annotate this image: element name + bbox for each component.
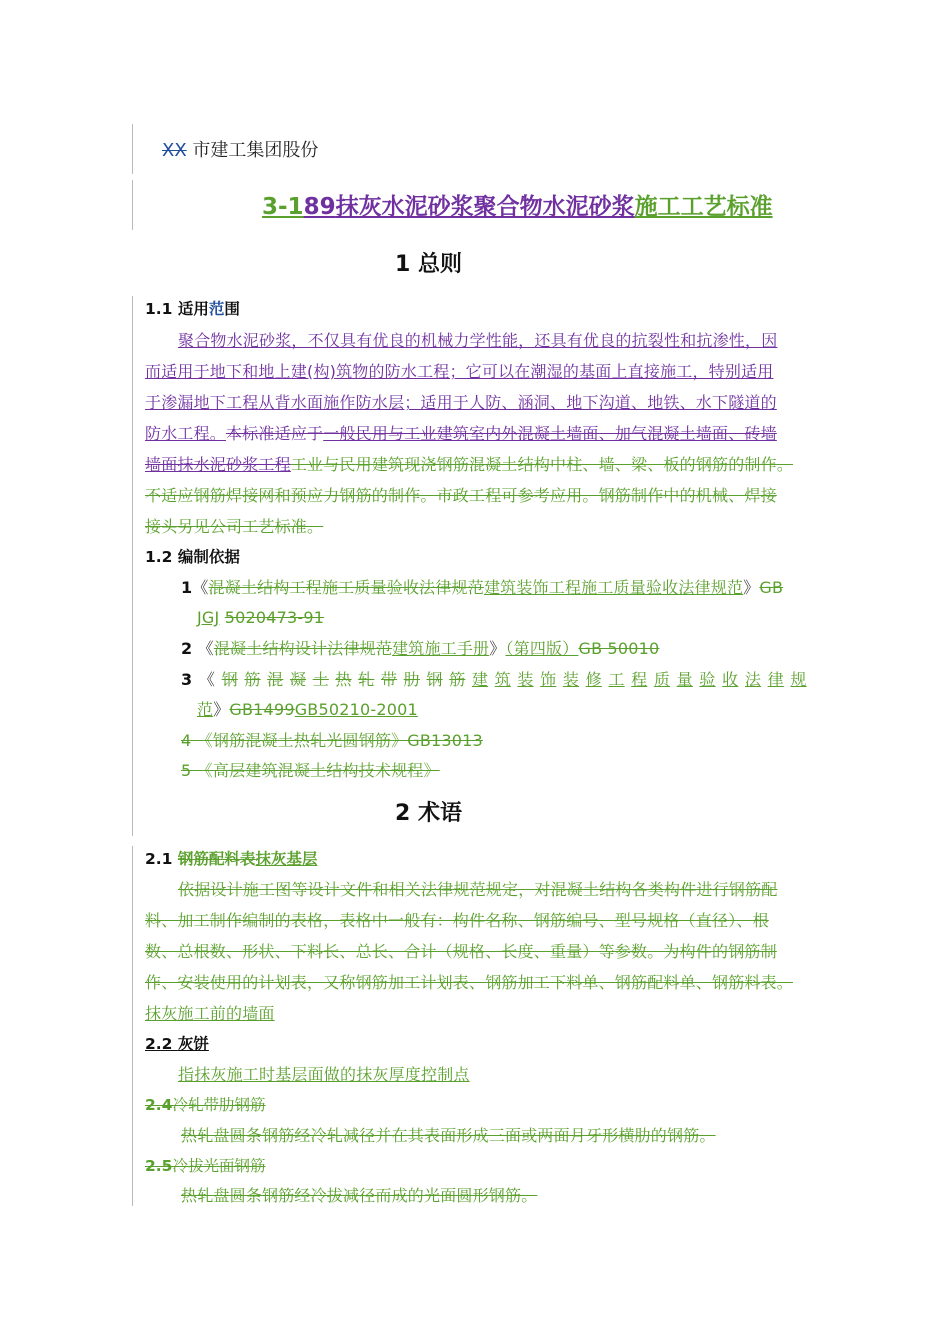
paragraph-line: 接头另见公司工艺标准。 bbox=[145, 517, 324, 536]
paragraph-line bbox=[145, 424, 777, 444]
paragraph-line: 不适应钢筋焊接网和预应力钢筋的制作。市政工程可参考应用。钢筋制作中的机械、焊接 bbox=[145, 486, 777, 505]
subsection-2-5 bbox=[145, 1156, 265, 1176]
deleted-char: 肋 bbox=[403, 670, 420, 689]
subsection-1-2: 1.2 编制依据 bbox=[145, 548, 240, 566]
reference-item-3 bbox=[181, 670, 807, 690]
reference-item-2 bbox=[181, 639, 659, 659]
subsection-label: 灰饼 bbox=[177, 1035, 209, 1053]
ref-number: 1 bbox=[181, 578, 193, 597]
revision-bar bbox=[132, 786, 133, 836]
term-definition: 热轧盘圆条钢筋经冷拔减径而成的光面圆形钢筋。 bbox=[181, 1186, 538, 1205]
revision-bar bbox=[132, 180, 133, 230]
term-definition: 热轧盘圆条钢筋经冷轧减径并在其表面形成三面或两面月牙形横肋的钢筋。 bbox=[181, 1126, 716, 1145]
ref-open: 《 bbox=[197, 639, 214, 658]
subsection-label: 冷拔光面钢筋 bbox=[172, 1157, 266, 1175]
inserted-char: 程 bbox=[631, 670, 648, 689]
inserted-char: 验 bbox=[699, 670, 716, 689]
inserted-text: 抹灰基层 bbox=[255, 850, 318, 868]
inserted-char: 律 bbox=[767, 670, 784, 689]
inserted-char: 建 bbox=[471, 670, 489, 689]
document-title bbox=[262, 192, 773, 222]
inserted-char: 量 bbox=[676, 670, 693, 689]
inserted-text: （第四版） bbox=[505, 639, 579, 658]
subsection-2-1 bbox=[145, 849, 317, 869]
inserted-char: 饰 bbox=[540, 670, 557, 689]
deleted-char: 热 bbox=[335, 670, 352, 689]
inserted-char: 质 bbox=[653, 670, 671, 689]
deleted-text: 混凝土结构工程施工质量验收法律规范 bbox=[208, 578, 484, 597]
subsection-1-1-inserted: 范 bbox=[208, 300, 225, 318]
deleted-char: 混 bbox=[267, 670, 284, 689]
ref-close: 》 bbox=[489, 639, 506, 658]
subsection-number: 2.4 bbox=[145, 1096, 173, 1114]
inserted-char: 装 bbox=[517, 670, 534, 689]
deleted-char: 钢 bbox=[426, 670, 443, 689]
deleted-char: 轧 bbox=[358, 670, 375, 689]
deleted-text: 钢筋配料表 bbox=[177, 850, 256, 868]
company-name: 市建工集团股份 bbox=[192, 140, 319, 161]
deleted-text: 5020473-91 bbox=[224, 608, 325, 627]
title-suffix: 施工工艺标准 bbox=[634, 194, 773, 220]
section-heading-2: 2 术语 bbox=[395, 801, 462, 826]
inserted-deleted-text: 一般民用与工业建筑室内外混凝土墙面、加气混凝土墙面、砖墙 bbox=[323, 424, 777, 443]
inserted-char: 工 bbox=[608, 670, 625, 689]
paragraph-line: 而适用于地下和地上建(构)筑物的防水工程；它可以在潮湿的基面上直接施工，特别适用 bbox=[145, 362, 774, 381]
subsection-1-1 bbox=[145, 299, 240, 319]
subsection-number: 2.1 bbox=[145, 850, 173, 868]
reference-item-5: 5 《高层建筑混凝土结构技术规程》 bbox=[181, 761, 440, 780]
ref-open: 《 bbox=[192, 578, 209, 597]
deleted-char: 土 bbox=[312, 670, 329, 689]
paragraph-line: 聚合物水泥砂浆，不仅具有优良的机械力学性能，还具有优良的抗裂性和抗渗性，因 bbox=[178, 331, 778, 350]
reference-item-1 bbox=[181, 578, 783, 598]
inserted-deleted-text: 墙面抹水泥砂浆工程 bbox=[145, 455, 291, 474]
subsection-1-1-end: 围 bbox=[224, 300, 240, 318]
inserted-char: 法 bbox=[744, 670, 762, 689]
title-number-a: 3-1 bbox=[262, 194, 304, 220]
subsection-1-1-label: 1.1 适用 bbox=[145, 300, 209, 318]
paragraph-line: 作、安装使用的计划表，又称钢筋加工计划表、钢筋加工下料单、钢筋配料单、钢筋料表。 bbox=[145, 973, 794, 992]
section-heading-1: 1 总则 bbox=[395, 252, 462, 277]
deleted-text: 混凝土结构设计法律规范 bbox=[213, 639, 393, 658]
paragraph-line: 数、总根数、形状、下料长、总长、合计（规格、长度、重量）等参数。为构件的钢筋制 bbox=[145, 942, 777, 961]
ref-close: 》 bbox=[213, 700, 230, 719]
subsection-number: 2.2 bbox=[145, 1035, 173, 1053]
reference-item-1-cont bbox=[197, 608, 324, 628]
inserted-text: 范 bbox=[197, 700, 214, 719]
inserted-char: 规 bbox=[790, 670, 807, 689]
reference-item-3-cont bbox=[197, 700, 418, 720]
subsection-label: 冷轧带肋钢筋 bbox=[172, 1096, 266, 1114]
deleted-text: 工业与民用建筑现浇钢筋混凝土结构中柱、墙、梁、板的钢筋的制作。 bbox=[290, 455, 794, 474]
paragraph-line: 依据设计施工图等设计文件和相关法律规范规定，对混凝土结构各类构件进行钢筋配 bbox=[178, 880, 778, 899]
title-number-b: 89 bbox=[303, 194, 336, 220]
paragraph-line bbox=[145, 455, 793, 475]
paragraph-line: 于渗漏地下工程从背水面施作防水层；适用于人防、涵洞、地下沟道、地铁、水下隧道的 bbox=[145, 393, 777, 412]
inserted-text: 建筑装饰工程施工质量验收法律规范 bbox=[483, 578, 744, 597]
revision-bar bbox=[132, 124, 133, 174]
deleted-text: 本标准适应于 bbox=[226, 424, 324, 443]
inserted-char: 修 bbox=[585, 670, 602, 689]
paragraph-line: 料、加工制作编制的表格，表格中一般有：构件名称、钢筋编号、型号规格（直径）、根 bbox=[145, 911, 769, 930]
subsection-number: 2.5 bbox=[145, 1157, 173, 1175]
subsection-2-2 bbox=[145, 1034, 209, 1054]
ref-close: 》 bbox=[743, 578, 760, 597]
deleted-text: GB 50010 bbox=[578, 639, 660, 658]
deleted-char: 凝 bbox=[289, 670, 307, 689]
inserted-text: GB50210-2001 bbox=[294, 700, 418, 719]
deleted-char: 筋 bbox=[244, 670, 261, 689]
term-definition: 指抹灰施工时基层面做的抹灰厚度控制点 bbox=[178, 1065, 470, 1084]
inserted-text: JGJ bbox=[197, 608, 220, 627]
title-inserted: 抹灰水泥砂浆聚合物水泥砂浆 bbox=[335, 194, 635, 220]
deleted-text: GB1499 bbox=[229, 700, 295, 719]
reference-item-4: 4 《钢筋混凝土热轧光圆钢筋》GB13013 bbox=[181, 731, 483, 750]
subsection-2-4 bbox=[145, 1095, 265, 1115]
deleted-char: 带 bbox=[380, 670, 398, 689]
company-prefix: XX bbox=[162, 140, 187, 161]
inserted-char: 筑 bbox=[494, 670, 511, 689]
revision-bar bbox=[132, 846, 133, 1206]
inserted-text: 建筑施工手册 bbox=[392, 639, 490, 658]
ref-number: 2 bbox=[181, 639, 193, 658]
deleted-char: 钢 bbox=[221, 670, 238, 689]
ref-open: 《 bbox=[198, 670, 216, 689]
deleted-text: GB bbox=[759, 578, 784, 597]
revision-bar bbox=[132, 296, 133, 818]
ref-number: 3 bbox=[181, 670, 193, 689]
inserted-char: 收 bbox=[722, 670, 739, 689]
paragraph-line: 抹灰施工前的墙面 bbox=[145, 1004, 275, 1023]
inserted-char: 装 bbox=[562, 670, 580, 689]
inserted-text: 防水工程。 bbox=[145, 424, 227, 443]
company-header bbox=[162, 140, 318, 162]
deleted-char: 筋 bbox=[449, 670, 466, 689]
